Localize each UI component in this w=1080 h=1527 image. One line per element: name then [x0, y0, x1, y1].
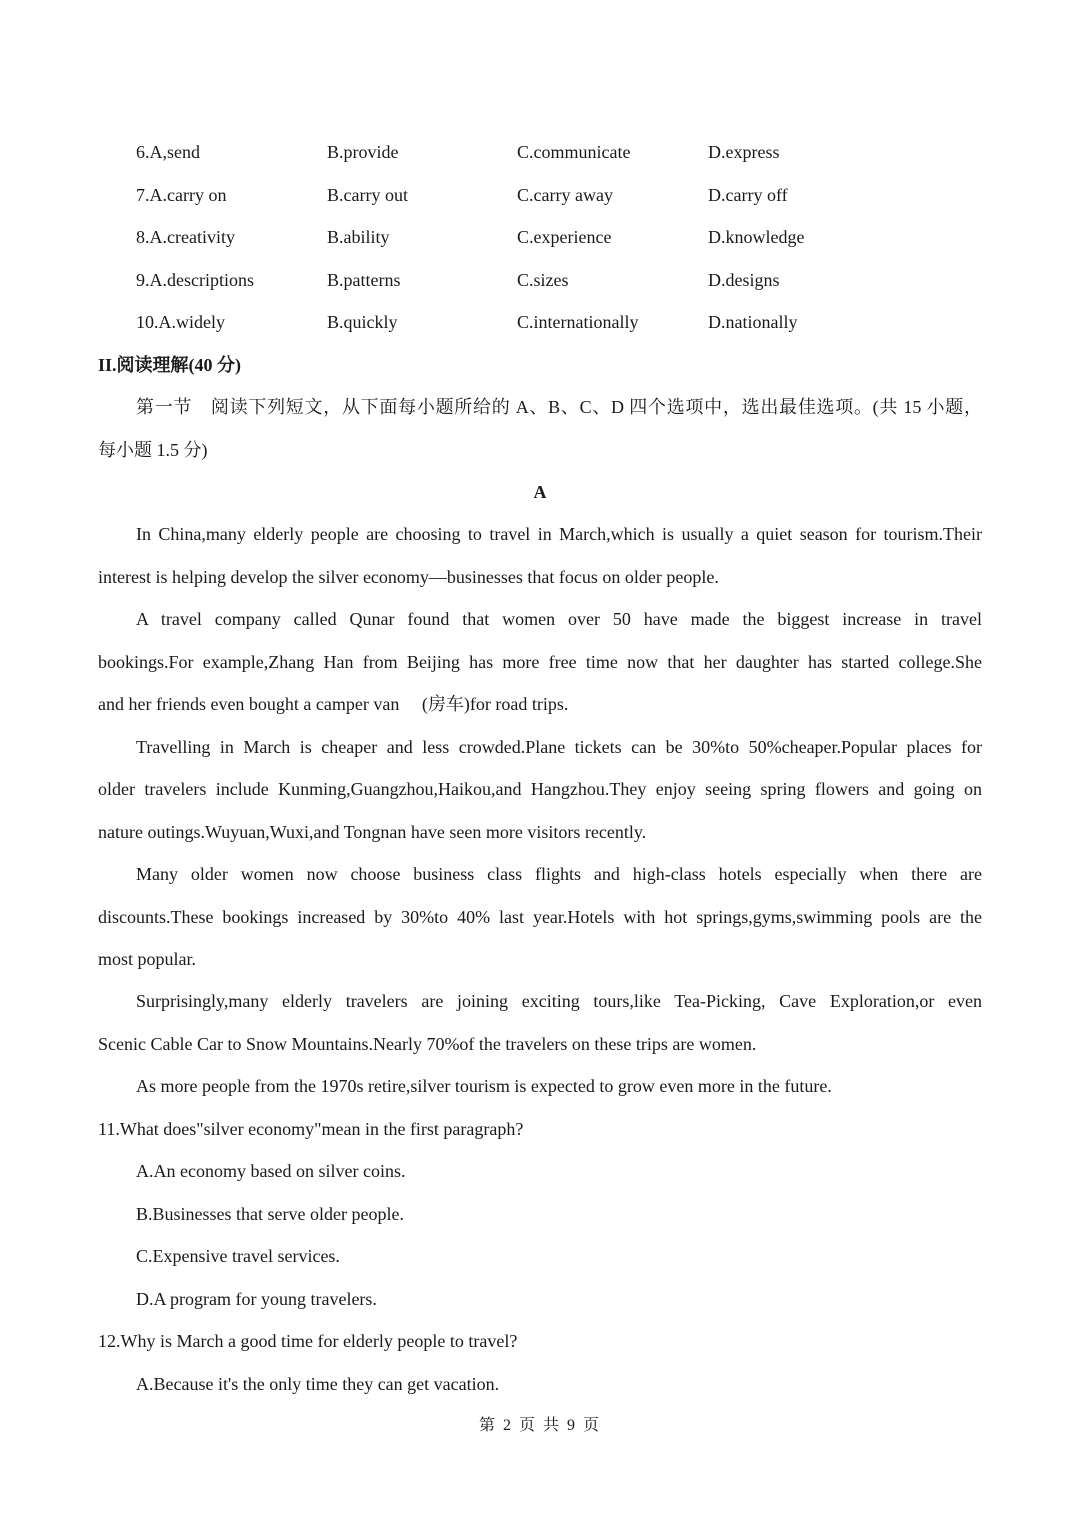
- options-row-9: [136, 267, 996, 293]
- paragraph-line: older travelers include Kunming,Guangzhou,Haikou,and Hangzhou.They enjoy seeing spring flowers and going on: [98, 779, 982, 799]
- section-instruction: 第一节 阅读下列短文，从下面每小题所给的 A、B、C、D 四个选项中，选出最佳选项。(共 15 小题，: [136, 397, 982, 417]
- page-number-footer: 第 2 页 共 9 页: [478, 1417, 601, 1434]
- paragraph-line: Travelling in March is cheaper and less crowded.Plane tickets can be 30%to 50%cheaper.Popular places for: [136, 737, 982, 757]
- option-d: D.designs: [708, 270, 780, 290]
- question-11-option-d: D.A program for young travelers.: [136, 1289, 377, 1309]
- option-d: D.nationally: [708, 312, 798, 332]
- section-title: II.阅读理解(40 分): [98, 355, 241, 375]
- option-a: 7.A.carry on: [136, 185, 227, 205]
- option-a: 8.A.creativity: [136, 227, 235, 247]
- paragraph-line: In China,many elderly people are choosing to travel in March,which is usually a quiet season for tourism.Their: [136, 524, 982, 544]
- paragraph-line: A travel company called Qunar found that women over 50 have made the biggest increase in travel: [136, 609, 982, 629]
- options-row-10: [136, 309, 996, 335]
- paragraph-line: and her friends even bought a camper van (房车)for road trips.: [98, 694, 569, 714]
- option-c: C.carry away: [517, 185, 613, 205]
- option-a: 6.A,send: [136, 142, 200, 162]
- paragraph-line: nature outings.Wuyuan,Wuxi,and Tongnan have seen more visitors recently.: [98, 822, 647, 842]
- option-a: 9.A.descriptions: [136, 270, 254, 290]
- options-row-6: [136, 139, 996, 165]
- question-12: 12.Why is March a good time for elderly people to travel?: [98, 1331, 518, 1351]
- section-instruction-cont: 每小题 1.5 分): [98, 440, 208, 460]
- question-11-option-a: A.An economy based on silver coins.: [136, 1161, 406, 1181]
- option-c: C.communicate: [517, 142, 631, 162]
- option-d: D.express: [708, 142, 780, 162]
- option-c: C.sizes: [517, 270, 569, 290]
- option-b: B.patterns: [327, 270, 401, 290]
- option-c: C.internationally: [517, 312, 639, 332]
- options-row-8: [136, 224, 996, 250]
- option-b: B.provide: [327, 142, 399, 162]
- option-b: B.ability: [327, 227, 390, 247]
- paragraph-line: most popular.: [98, 949, 196, 969]
- options-row-7: [136, 182, 996, 208]
- question-11: 11.What does"silver economy"mean in the first paragraph?: [98, 1119, 524, 1139]
- paragraph-line: discounts.These bookings increased by 30%to 40% last year.Hotels with hot springs,gyms,swimming pools are the: [98, 907, 982, 927]
- paragraph-line: interest is helping develop the silver economy—businesses that focus on older people.: [98, 567, 719, 587]
- paragraph-line: bookings.For example,Zhang Han from Beijing has more free time now that her daughter has started college.She: [98, 652, 982, 672]
- option-d: D.carry off: [708, 185, 788, 205]
- paragraph-line: Scenic Cable Car to Snow Mountains.Nearly 70%of the travelers on these trips are women.: [98, 1034, 757, 1054]
- paragraph-line: As more people from the 1970s retire,silver tourism is expected to grow even more in the future.: [136, 1076, 832, 1096]
- question-11-option-b: B.Businesses that serve older people.: [136, 1204, 404, 1224]
- option-a: 10.A.widely: [136, 312, 225, 332]
- option-c: C.experience: [517, 227, 612, 247]
- paragraph-line: Surprisingly,many elderly travelers are joining exciting tours,like Tea-Picking, Cave Exploration,or even: [136, 991, 982, 1011]
- passage-title: A: [533, 482, 547, 502]
- option-b: B.quickly: [327, 312, 398, 332]
- paragraph-line: Many older women now choose business class flights and high-class hotels especially when there are: [136, 864, 982, 884]
- question-12-option-a: A.Because it's the only time they can get vacation.: [136, 1374, 500, 1394]
- option-d: D.knowledge: [708, 227, 805, 247]
- question-11-option-c: C.Expensive travel services.: [136, 1246, 340, 1266]
- option-b: B.carry out: [327, 185, 408, 205]
